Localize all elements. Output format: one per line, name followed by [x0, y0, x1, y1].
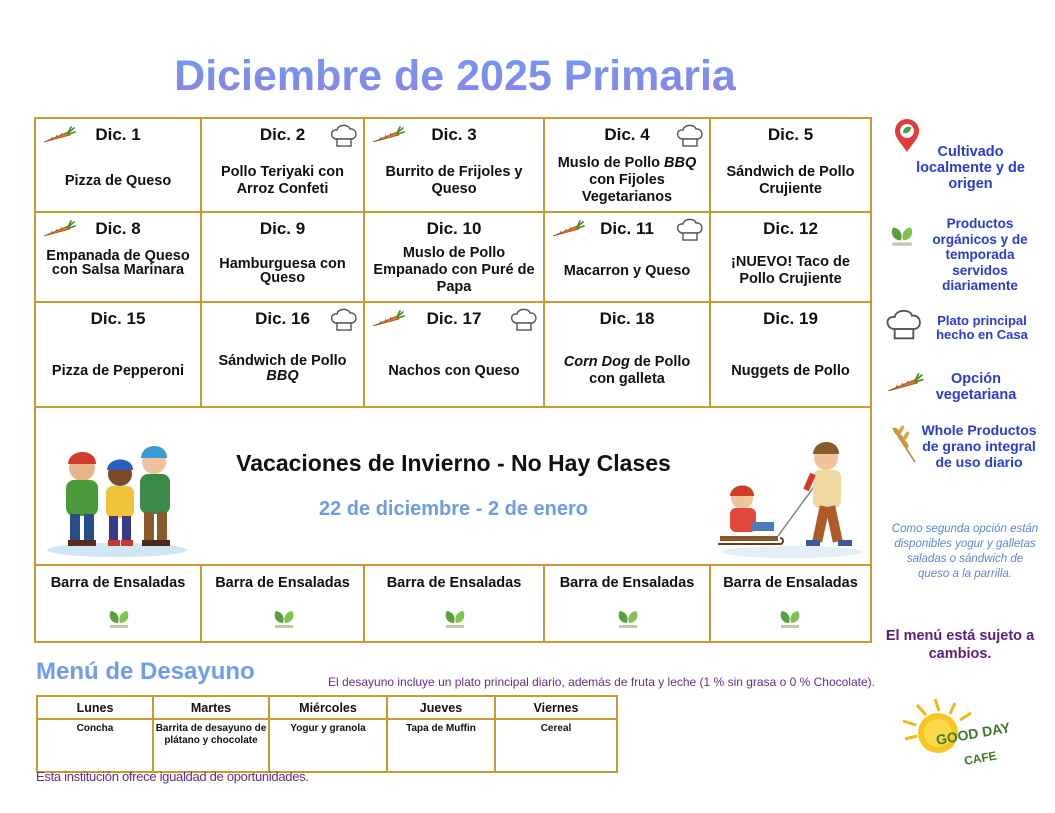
meal-name: ¡NUEVO! Taco de Pollo Crujiente [731, 254, 850, 287]
organic-leaf-icon [443, 608, 467, 630]
organic-leaf-icon [778, 608, 802, 630]
organic-leaf-icon [272, 608, 296, 630]
day-cell [202, 303, 365, 408]
page-title: Diciembre de 2025 Primaria [60, 52, 850, 101]
day-cell [711, 119, 870, 213]
day-date: Dic. 11 [600, 219, 654, 238]
breakfast-day: Martes [153, 696, 269, 719]
meal-name: Muslo de Pollo Empanado con Puré de Papa [373, 245, 535, 295]
day-cell [545, 119, 711, 213]
day-date: Dic. 5 [767, 125, 814, 144]
kids-winter-illustration [42, 416, 192, 558]
breakfast-item: Yogur y granola [269, 719, 387, 772]
day-date: Dic. 8 [95, 219, 141, 238]
salad-bar-label: Barra de Ensaladas [559, 575, 695, 591]
meal-name: Corn Dog de Pollo con galleta [563, 354, 691, 387]
breakfast-subtitle: El desayuno incluye un plato principal diario, además de fruta y leche (1 % sin grasa o 0 % Chocolate). [328, 675, 875, 689]
svg-text:CAFE: CAFE [963, 748, 998, 768]
vacation-banner [36, 408, 870, 566]
equal-opportunity-footer: Esta institución ofrece igualdad de oportunidades. [36, 769, 309, 784]
second-option-note: Como segunda opción están disponibles yogur y galletas saladas o sándwich de queso a la parrilla. [891, 523, 1039, 580]
meal-name: Pollo Teriyaki con Arroz Confeti [220, 164, 345, 197]
menu-change-note: El menú está sujeto a cambios. [885, 628, 1035, 662]
day-date: Dic. 19 [763, 309, 818, 328]
salad-bar-label: Barra de Ensaladas [386, 575, 522, 591]
day-cell [545, 303, 711, 408]
legend-vegetarian: Opción vegetariana [935, 371, 1017, 403]
salad-bar-cell [36, 566, 202, 641]
wheat-icon [888, 424, 920, 464]
breakfast-day: Miércoles [269, 696, 387, 719]
breakfast-table [36, 695, 618, 773]
day-date: Dic. 3 [431, 125, 477, 144]
salad-bar-label: Barra de Ensaladas [723, 575, 858, 591]
salad-bar-cell [202, 566, 365, 641]
meal-name: Sándwich de Pollo BBQ [218, 353, 347, 384]
day-date: Dic. 17 [426, 309, 482, 328]
good-day-cafe-logo [895, 695, 1025, 770]
breakfast-title: Menú de Desayuno [36, 658, 255, 685]
day-date: Dic. 12 [763, 219, 818, 238]
salad-bar-cell [545, 566, 711, 641]
day-cell [365, 303, 545, 408]
breakfast-item: Tapa de Muffin [387, 719, 495, 772]
breakfast-item: Cereal [495, 719, 617, 772]
svg-text:GOOD DAY: GOOD DAY [934, 719, 1012, 748]
breakfast-item: Concha [37, 719, 153, 772]
legend-whole-grain: Whole Productos de grano integral de uso diario [921, 422, 1037, 470]
meal-name: Pizza de Pepperoni [51, 363, 185, 379]
salad-bar-label: Barra de Ensaladas [50, 575, 186, 591]
breakfast-day: Jueves [387, 696, 495, 719]
day-date: Dic. 18 [599, 309, 655, 328]
organic-leaf-icon [889, 224, 915, 248]
meal-name: Sándwich de Pollo Crujiente [726, 164, 855, 197]
vacation-title: Vacaciones de Invierno - No Hay Clases [236, 450, 671, 476]
day-cell [36, 303, 202, 408]
day-date: Dic. 9 [259, 219, 306, 238]
organic-leaf-icon [616, 608, 640, 630]
breakfast-item: Barrita de desayuno de plátano y chocolate [153, 719, 269, 772]
day-date: Dic. 10 [426, 219, 482, 238]
day-date: Dic. 16 [255, 309, 310, 328]
day-date: Dic. 15 [90, 309, 146, 328]
meal-name: Muslo de Pollo BBQ con Fijoles Vegetarianos [557, 155, 697, 205]
legend-homemade: Plato principal hecho en Casa [936, 313, 1028, 342]
day-date: Dic. 1 [95, 125, 141, 144]
salad-bar-label: Barra de Ensaladas [215, 575, 350, 591]
meal-name: Nuggets de Pollo [731, 363, 850, 379]
salad-bar-cell [365, 566, 545, 641]
meal-name: Pizza de Queso [64, 173, 172, 189]
organic-leaf-icon [107, 608, 131, 630]
salad-bar-cell [711, 566, 870, 641]
sled-kids-illustration [712, 418, 864, 560]
day-cell [36, 213, 202, 303]
day-cell [711, 213, 870, 303]
meal-name: Burrito de Frijoles y Queso [385, 164, 523, 197]
chef-hat-icon [884, 307, 924, 343]
day-cell [202, 119, 365, 213]
day-date: Dic. 4 [604, 125, 650, 144]
day-cell [711, 303, 870, 408]
breakfast-day: Lunes [37, 696, 153, 719]
day-cell [36, 119, 202, 213]
day-cell [365, 119, 545, 213]
meal-name: Empanada de Queso con Salsa Marinara [46, 248, 190, 278]
day-cell [202, 213, 365, 303]
legend-organic: Productos orgánicos y de temporada servidos diariamente [932, 216, 1028, 293]
legend-local: Cultivado localmente y de origen [916, 144, 1025, 192]
day-cell [365, 213, 545, 303]
breakfast-day: Viernes [495, 696, 617, 719]
day-date: Dic. 2 [259, 125, 306, 144]
meal-name: Macarron y Queso [563, 263, 691, 279]
vacation-dates: 22 de diciembre - 2 de enero [319, 498, 588, 520]
meal-name: Hamburguesa con Queso [219, 256, 346, 286]
meal-name: Nachos con Queso [388, 363, 520, 379]
day-cell [545, 213, 711, 303]
menu-calendar [34, 117, 872, 643]
